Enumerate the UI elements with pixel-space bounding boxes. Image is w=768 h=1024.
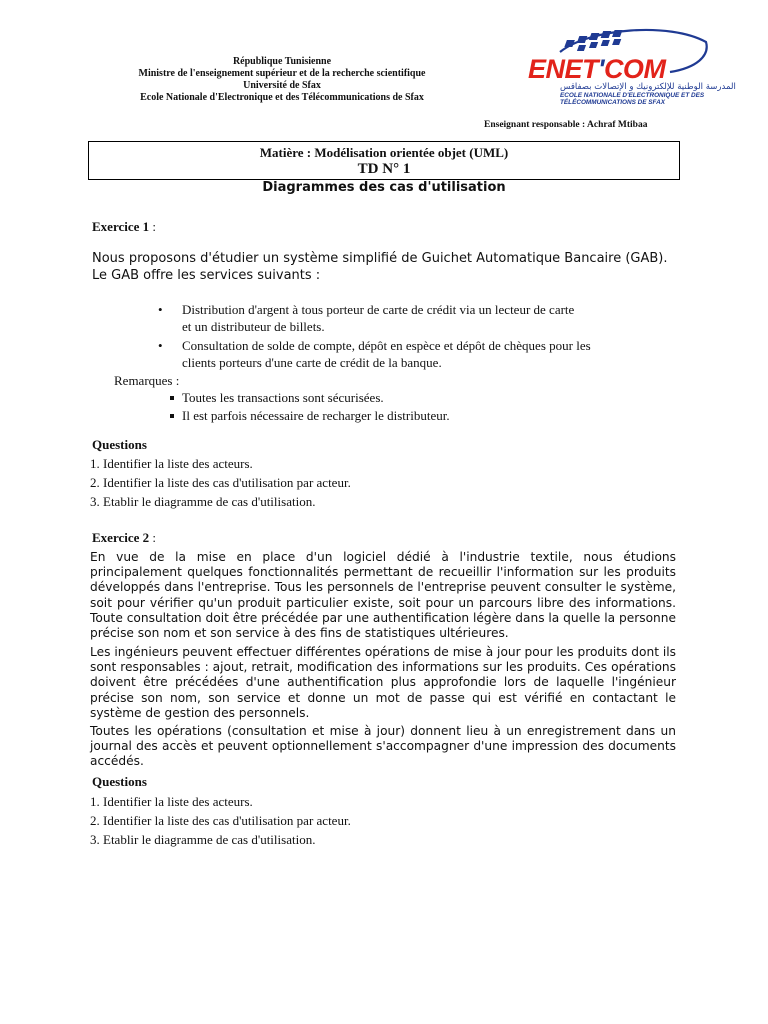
square-bullet-icon — [170, 414, 174, 418]
remarks-label: Remarques : — [114, 373, 180, 388]
header-line: Ministre de l'enseignement supérieur et de la recherche scientifique — [138, 68, 426, 79]
institution-header — [92, 56, 472, 104]
teacher-line: Enseignant responsable : Achraf Mtibaa — [484, 120, 648, 130]
question-item: 1. Identifier la liste des acteurs. — [90, 794, 253, 809]
question-item: 3. Etablir le diagramme de cas d'utilisation. — [90, 832, 316, 847]
exercise-1-intro: Nous proposons d'étudier un système simplifié de Guichet Automatique Bancaire (GAB). Le GAB offre les services suivants : — [92, 251, 668, 283]
title-box — [88, 141, 680, 180]
enetcom-logo — [520, 26, 736, 106]
logo-english-text: ECOLE NATIONALE D'ELECTRONIQUE ET DES TÉLÉCOMMUNICATIONS DE SFAX — [560, 92, 705, 106]
question-item: 1. Identifier la liste des acteurs. — [90, 456, 253, 471]
question-item: 2. Identifier la liste des cas d'utilisation par acteur. — [90, 475, 351, 490]
question-item: 2. Identifier la liste des cas d'utilisation par acteur. — [90, 813, 351, 828]
exercise-2-paragraph: En vue de la mise en place d'un logiciel dédié à l'industrie textile, nous étudions principalement quelques fonctionnalités permettant de recueillir l'information sur les produits développés dans l'entreprise. Tous les personnels de l'entreprise peuvent consulter le système, soit pour vérifier qu'un produit particulier existe, soit pour un parcours libre des informations. Toute consultation doit être précédée par une authentification légère dans la quelle la personne précise son nom et son service à des fins de statistiques ultérieures. — [90, 550, 676, 641]
questions-title: Questions — [92, 437, 147, 452]
td-number: TD N° 1 — [357, 161, 411, 177]
exercise-1-title: Exercice 1 : — [92, 219, 157, 234]
logo-arabic-text: المدرسة الوطنية للإلكترونيك و الإتصالات بصفاقس — [560, 82, 736, 92]
header-line: République Tunisienne — [232, 56, 332, 67]
square-bullet-icon — [170, 396, 174, 400]
bullet-icon: • — [158, 302, 163, 317]
header-line: Université de Sfax — [243, 80, 321, 91]
remark-item: Il est parfois nécessaire de recharger le distributeur. — [170, 408, 450, 424]
course-title: Matière : Modélisation orientée objet (UML) — [259, 145, 509, 160]
exercise-2-paragraph: Toutes les opérations (consultation et mise à jour) donnent lieu à un enregistrement dans un journal des accès et peuvent optionnellement s'accompagner d'une impression des documents accédés. — [90, 724, 676, 769]
exercise-2-title: Exercice 2 : — [92, 530, 157, 545]
page-subtitle: Diagrammes des cas d'utilisation — [262, 180, 506, 195]
exercise-2-paragraph: Les ingénieurs peuvent effectuer différentes opérations de mise à jour pour les produits dont ils sont responsables : ajout, retrait, modification des informations sur les produits. Ces opérations doivent être précédées d'une authentification plus approfondie lors de laquelle l'ingénieur précise son nom, son service et donne un mot de passe qui est vérifié en contactant le système de gestion des personnels. — [90, 645, 676, 720]
bullet-icon: • — [158, 338, 163, 353]
header-line: Ecole Nationale d'Electronique et des Télécommunications de Sfax — [140, 92, 424, 103]
remark-item: Toutes les transactions sont sécurisées. — [170, 390, 384, 406]
logo-wordmark: ENET'COM — [528, 54, 666, 84]
questions-title: Questions — [92, 774, 147, 789]
question-item: 3. Etablir le diagramme de cas d'utilisation. — [90, 494, 316, 509]
